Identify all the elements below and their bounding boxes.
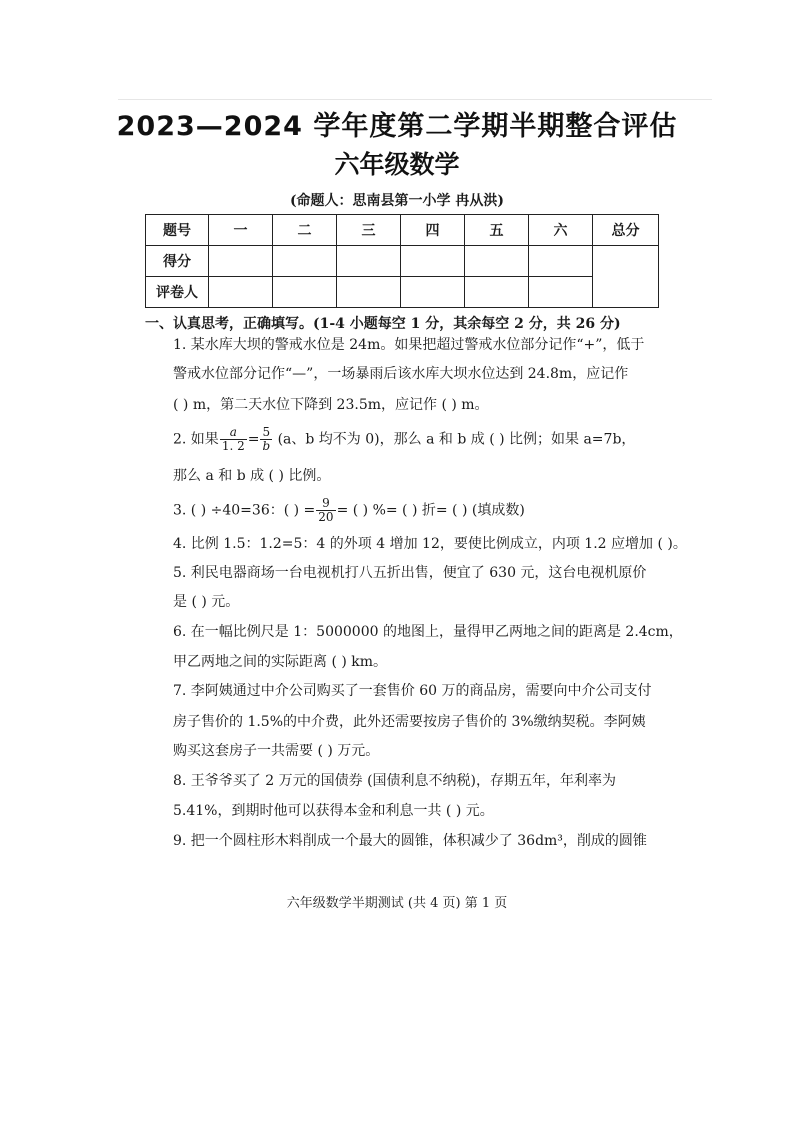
question-7-line-1: 7. 李阿姨通过中介公司购买了一套售价 60 万的商品房，需要向中介公司支付 <box>173 683 652 699</box>
grader-cell[interactable] <box>401 277 465 308</box>
question-5-line-2: 是 ( ) 元。 <box>173 594 240 610</box>
score-table <box>145 214 659 308</box>
score-total-cell[interactable] <box>593 246 659 308</box>
question-2-fraction-1: $\frac{a}{1. 2}$ <box>221 425 245 453</box>
page-footer: 六年级数学半期测试 (共 4 页) 第 1 页 <box>286 896 508 911</box>
question-7-line-2: 房子售价的 1.5%的中介费，此外还需要按房子售价的 3%缴纳契税。李阿姨 <box>173 714 646 730</box>
question-8-line-1: 8. 王爷爷买了 2 万元的国债券 (国债利息不纳税)，存期五年，年利率为 <box>173 773 616 789</box>
grader-cell[interactable] <box>337 277 401 308</box>
question-4: 4. 比例 1.5：1.2=5：4 的外项 4 增加 12，要使比例成立，内项 1.2 应增加 ( )。 <box>173 536 687 552</box>
score-cell[interactable] <box>209 246 273 277</box>
score-col-5: 五 <box>465 215 529 246</box>
question-5-line-1: 5. 利民电器商场一台电视机打八五折出售，便宜了 630 元，这台电视机原价 <box>173 565 647 581</box>
score-col-6: 六 <box>529 215 593 246</box>
score-col-4: 四 <box>401 215 465 246</box>
question-1-line-2: 警戒水位部分记作“—”，一场暴雨后该水库大坝水位达到 24.8m，应记作 <box>173 366 629 382</box>
score-total-label: 总分 <box>593 215 659 246</box>
score-cell[interactable] <box>529 246 593 277</box>
score-col-3: 三 <box>337 215 401 246</box>
grader-cell[interactable] <box>273 277 337 308</box>
question-2-prefix: 2. 如果 <box>173 431 219 448</box>
grader-row-label: 评卷人 <box>146 277 209 308</box>
grader-cell[interactable] <box>465 277 529 308</box>
question-6-line-2: 甲乙两地之间的实际距离 ( ) km。 <box>173 654 388 670</box>
exam-subject: 六年级数学 <box>334 150 460 179</box>
question-8-line-2: 5.41%，到期时他可以获得本金和利息一共 ( ) 元。 <box>173 803 494 819</box>
question-2-equals: = <box>247 431 260 448</box>
question-3-suffix: = ( ) %= ( ) 折= ( ) (填成数) <box>336 502 525 519</box>
exam-title: 2023—2024 学年度第二学期半期整合评估 <box>116 111 678 142</box>
question-7-line-3: 购买这套房子一共需要 ( ) 万元。 <box>173 743 380 759</box>
section-1-title: 一、认真思考，正确填写。(1-4 小题每空 1 分，其余每空 2 分，共 26 分) <box>145 316 621 332</box>
question-3 <box>173 497 525 524</box>
score-cell[interactable] <box>401 246 465 277</box>
grader-cell[interactable] <box>529 277 593 308</box>
question-2-line-1 <box>173 426 635 453</box>
score-cell[interactable] <box>465 246 529 277</box>
score-row-label: 得分 <box>146 246 209 277</box>
score-cell[interactable] <box>337 246 401 277</box>
grader-cell[interactable] <box>209 277 273 308</box>
question-2-fraction-2: $\frac{5}{b}$ <box>262 425 271 453</box>
question-1-line-1: 1. 某水库大坝的警戒水位是 24m。如果把超过警戒水位部分记作“+”，低于 <box>173 337 645 353</box>
question-6-line-1: 6. 在一幅比例尺是 1：5000000 的地图上，量得甲乙两地之间的距离是 2.4cm， <box>173 624 683 640</box>
score-cell[interactable] <box>273 246 337 277</box>
question-3-fraction: $\frac{9}{20}$ <box>318 496 334 524</box>
grader-row <box>146 277 659 308</box>
score-col-1: 一 <box>209 215 273 246</box>
score-table-header-row <box>146 215 659 246</box>
score-col-2: 二 <box>273 215 337 246</box>
question-2-suffix: (a、b 均不为 0)，那么 a 和 b 成 ( ) 比例；如果 a=7b， <box>273 431 636 448</box>
question-2-line-2: 那么 a 和 b 成 ( ) 比例。 <box>173 468 331 484</box>
score-row <box>146 246 659 277</box>
question-1-line-3: ( ) m，第二天水位下降到 23.5m，应记作 ( ) m。 <box>173 397 489 413</box>
question-3-prefix: 3. ( ) ÷40=36：( ) = <box>173 502 316 519</box>
page-top-rule <box>118 99 712 100</box>
question-9-line-1: 9. 把一个圆柱形木料削成一个最大的圆锥，体积减少了 36dm³，削成的圆锥 <box>173 833 647 849</box>
exam-author: (命题人：思南县第一小学 冉从洪) <box>289 193 505 209</box>
score-table-row-header: 题号 <box>146 215 209 246</box>
